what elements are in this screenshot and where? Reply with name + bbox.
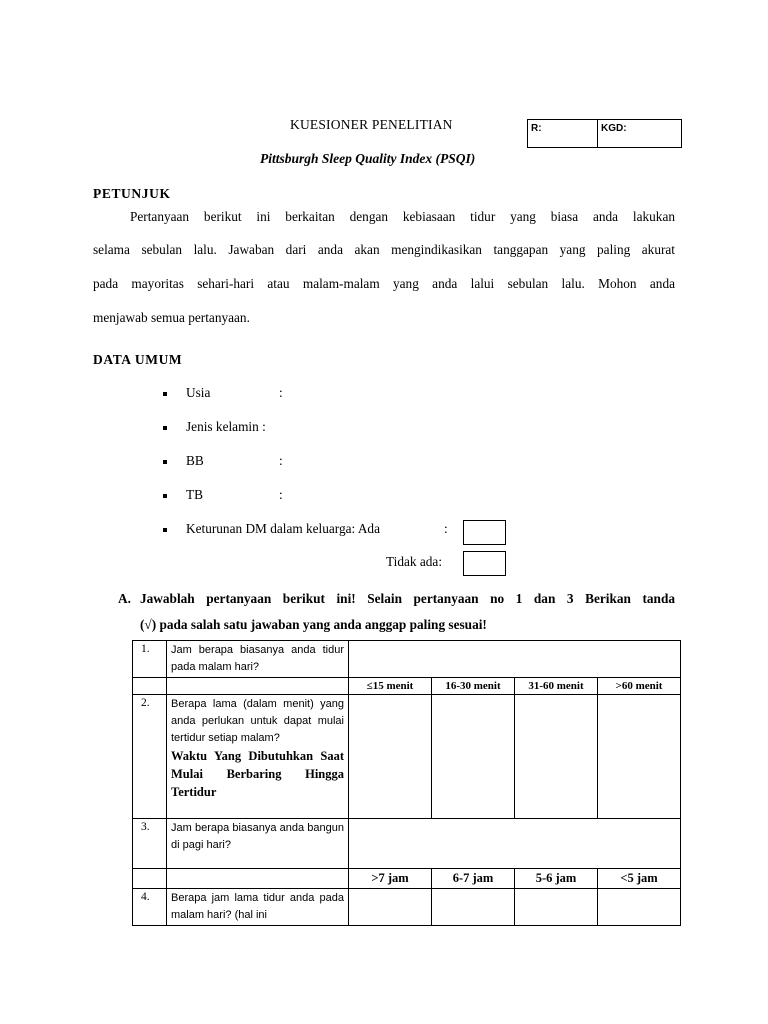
question-text: Berapa jam lama tidur anda pada malam hari? (hal ini	[167, 889, 349, 926]
ada-checkbox[interactable]	[463, 520, 506, 545]
tidak-ada-checkbox[interactable]	[463, 551, 506, 576]
table-row	[133, 869, 681, 889]
question-text	[167, 695, 349, 819]
bb-label: BB	[186, 453, 204, 468]
table-row	[133, 695, 681, 819]
r-field: R:	[528, 120, 598, 147]
tb-label: TB	[186, 487, 203, 502]
answer-checkbox[interactable]	[349, 889, 432, 926]
page-subtitle: Pittsburgh Sleep Quality Index (PSQI)	[260, 151, 476, 166]
jenis-kelamin-label: Jenis kelamin :	[186, 419, 266, 434]
code-box	[527, 119, 682, 148]
answer-checkbox[interactable]	[432, 695, 515, 819]
petunjuk-line: selama sebulan lalu. Jawaban dari anda akan mengindikasikan tanggapan yang paling akurat	[93, 242, 675, 257]
petunjuk-heading: PETUNJUK	[93, 186, 171, 201]
question-text: Jam berapa biasanya anda tidur pada malam hari?	[167, 641, 349, 678]
bullet-icon	[163, 494, 167, 498]
page-title: KUESIONER PENELITIAN	[290, 117, 453, 132]
table-row	[133, 678, 681, 695]
section-a-line: Jawablah pertanyaan berikut ini! Selain pertanyaan no 1 dan 3 Berikan tanda	[140, 591, 675, 606]
petunjuk-line: Pertanyaan berikut ini berkaitan dengan kebiasaan tidur yang biasa anda lakukan	[130, 209, 675, 224]
bullet-icon	[163, 392, 167, 396]
question-number: 3.	[133, 819, 167, 869]
bullet-icon	[163, 528, 167, 532]
section-a-letter: A.	[118, 591, 131, 606]
bullet-icon	[163, 426, 167, 430]
table-row	[133, 641, 681, 678]
petunjuk-line: menjawab semua pertanyaan.	[93, 310, 250, 325]
psqi-table	[132, 640, 681, 926]
answer-checkbox[interactable]	[432, 889, 515, 926]
empty-cell	[133, 678, 167, 695]
table-row	[133, 889, 681, 926]
tb-colon: :	[279, 487, 283, 502]
answer-checkbox[interactable]	[515, 695, 598, 819]
option-header: 31-60 menit	[515, 678, 598, 695]
keturunan-dm-colon: :	[444, 521, 448, 536]
answer-field[interactable]	[349, 819, 681, 869]
bullet-icon	[163, 460, 167, 464]
keturunan-dm-label: Keturunan DM dalam keluarga: Ada	[186, 521, 380, 536]
answer-checkbox[interactable]	[515, 889, 598, 926]
usia-label: Usia	[186, 385, 211, 400]
section-a-line: (√) pada salah satu jawaban yang anda anggap paling sesuai!	[140, 617, 487, 632]
option-header: 16-30 menit	[432, 678, 515, 695]
usia-colon: :	[279, 385, 283, 400]
tidak-ada-label: Tidak ada:	[386, 554, 443, 569]
bb-colon: :	[279, 453, 283, 468]
option-header: >60 menit	[598, 678, 681, 695]
question-number: 4.	[133, 889, 167, 926]
data-umum-heading: DATA UMUM	[93, 352, 183, 367]
question-body: Berapa lama (dalam menit) yang anda perlukan untuk dapat mulai tertidur setiap malam?	[171, 698, 344, 744]
option-header: ≤15 menit	[349, 678, 432, 695]
empty-cell	[167, 869, 349, 889]
empty-cell	[167, 678, 349, 695]
option-header: >7 jam	[349, 869, 432, 889]
kgd-field: KGD:	[601, 123, 627, 134]
option-header: 5-6 jam	[515, 869, 598, 889]
petunjuk-line: pada mayoritas sehari-hari atau malam-malam yang anda lalui sebulan lalu. Mohon anda	[93, 276, 675, 291]
table-row	[133, 819, 681, 869]
answer-field[interactable]	[349, 641, 681, 678]
question-emphasis: Waktu Yang Dibutuhkan Saat Mulai Berbaring Hingga Tertidur	[171, 749, 344, 799]
answer-checkbox[interactable]	[598, 889, 681, 926]
answer-checkbox[interactable]	[598, 695, 681, 819]
question-number: 1.	[133, 641, 167, 678]
empty-cell	[133, 869, 167, 889]
question-number: 2.	[133, 695, 167, 819]
answer-checkbox[interactable]	[349, 695, 432, 819]
option-header: <5 jam	[598, 869, 681, 889]
option-header: 6-7 jam	[432, 869, 515, 889]
question-text: Jam berapa biasanya anda bangun di pagi hari?	[167, 819, 349, 869]
